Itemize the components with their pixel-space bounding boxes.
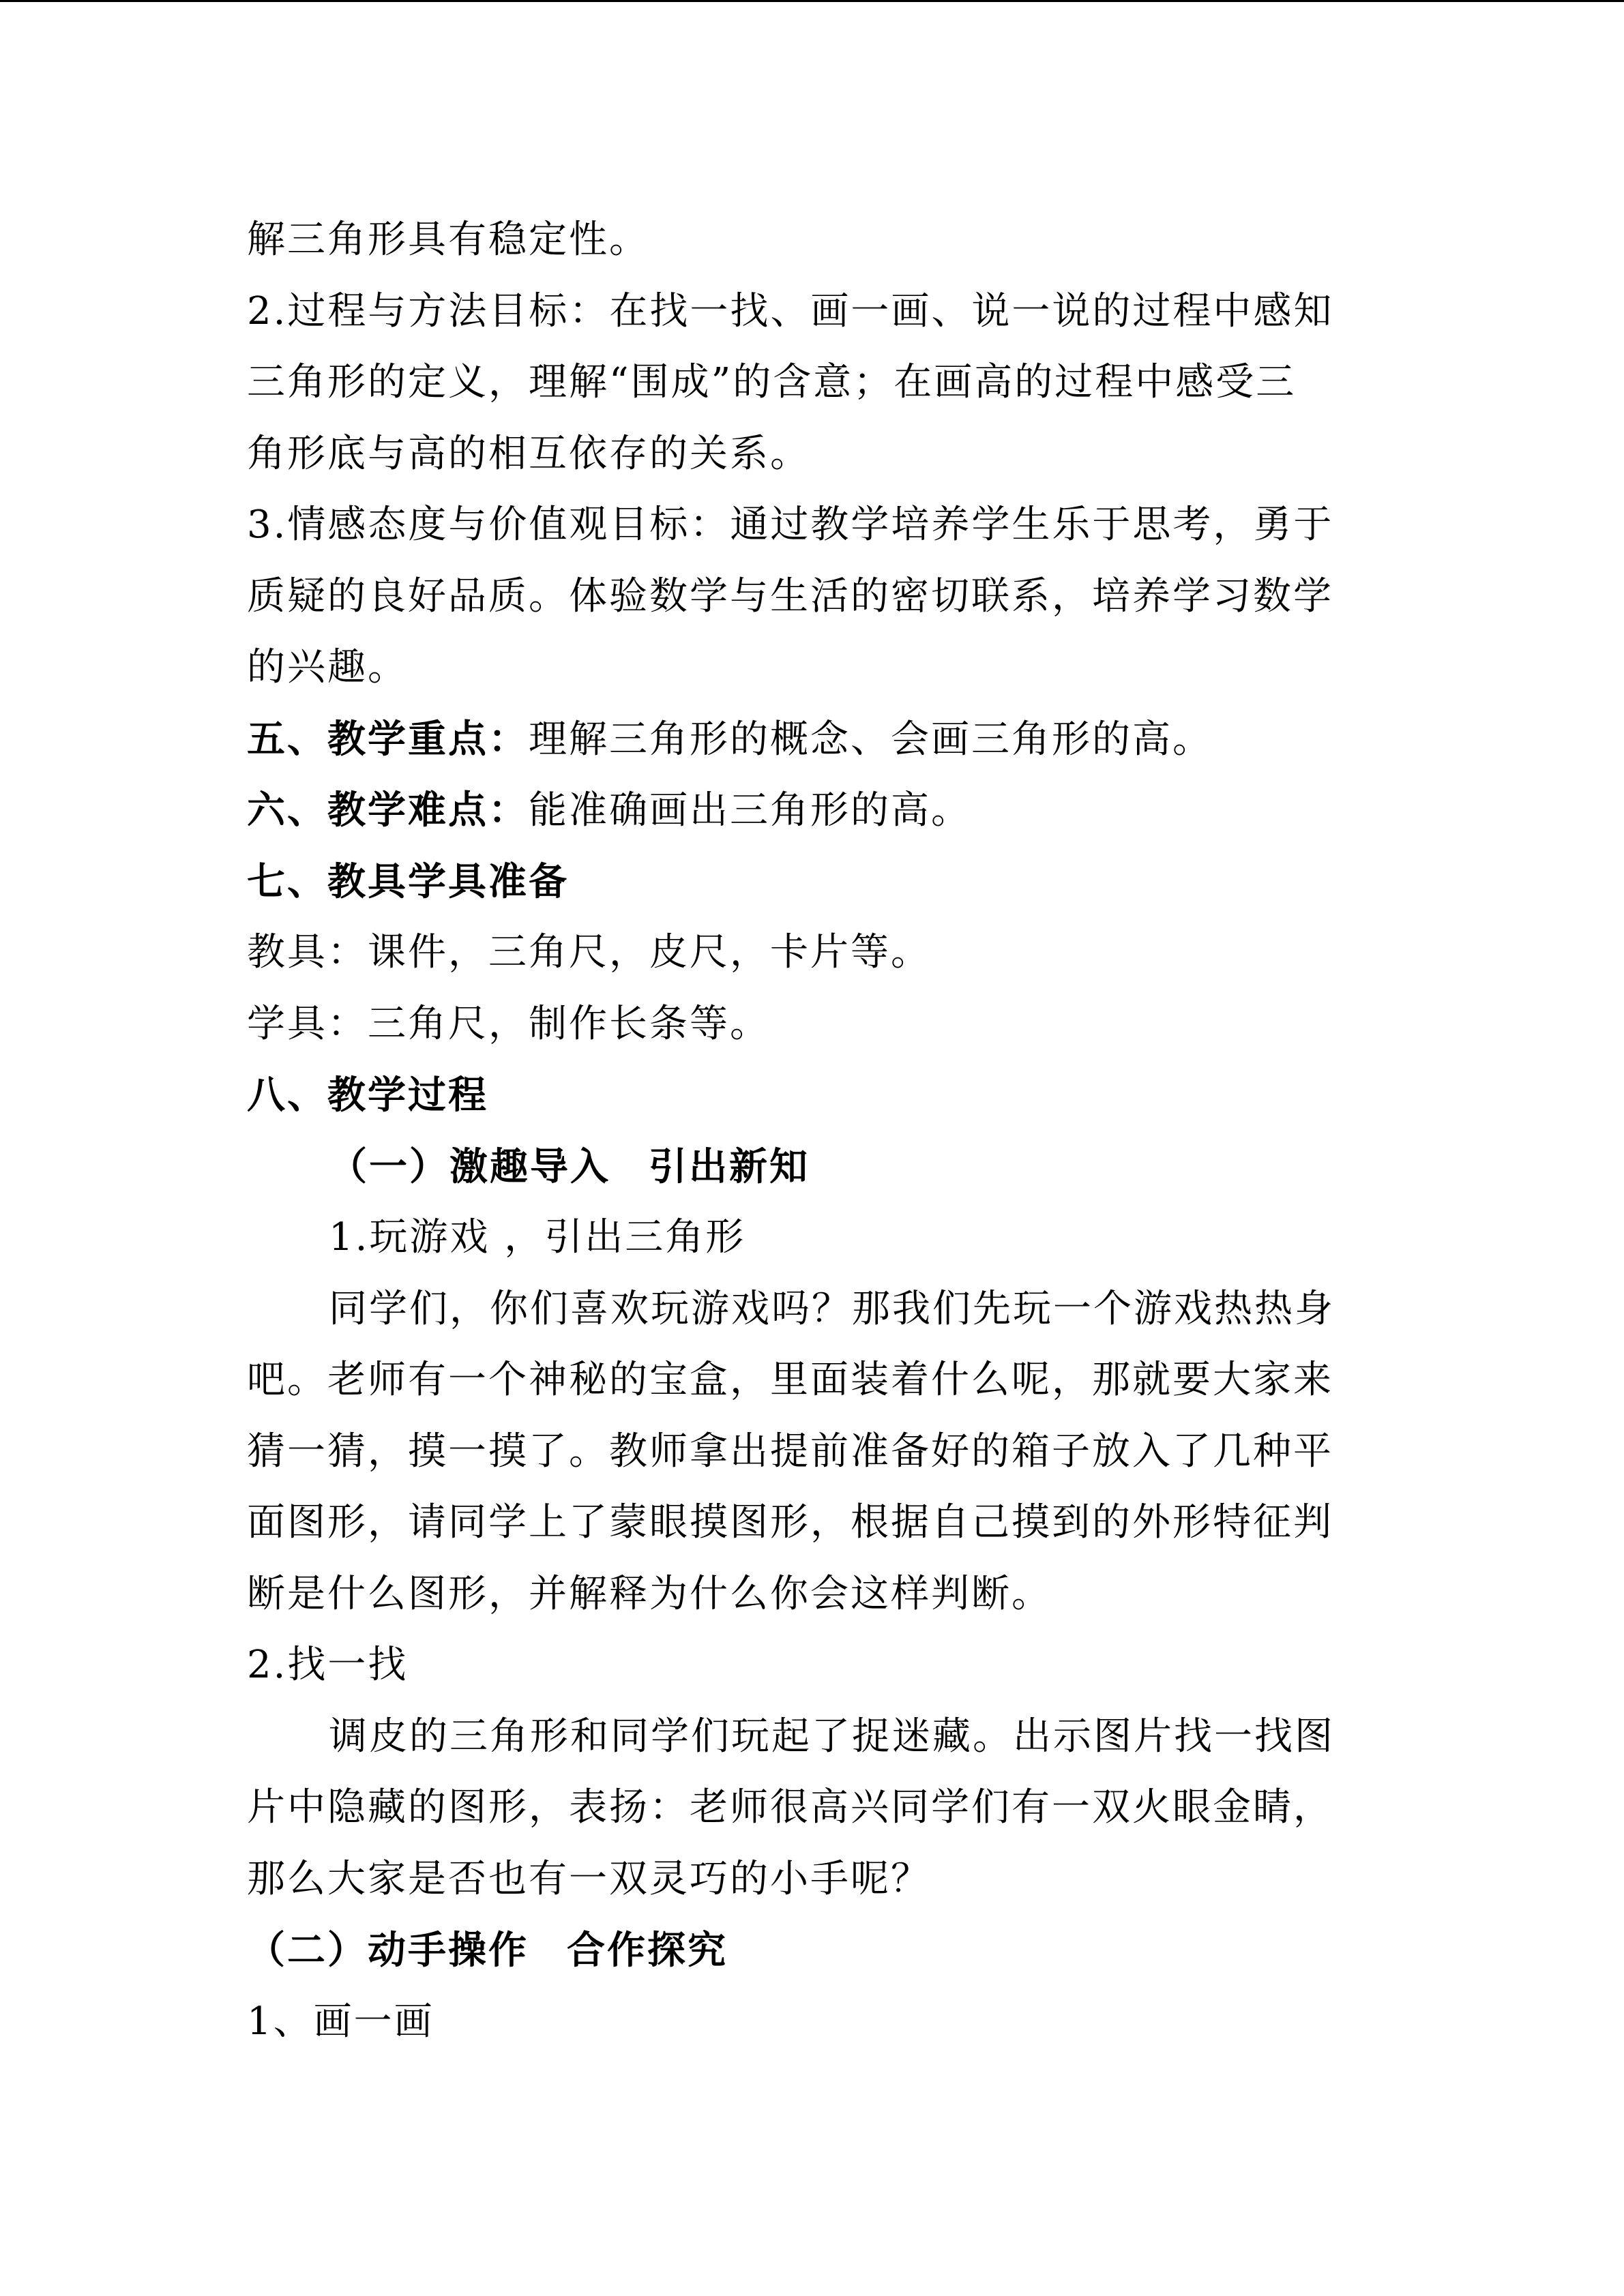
section1-step2: 2.找一找 xyxy=(247,1643,409,1687)
key-points-text: 理解三角形的概念、会画三角形的高。 xyxy=(529,717,1213,762)
student-tools-line: 学具：三角尺，制作长条等。 xyxy=(247,1001,770,1046)
text-line: 3.情感态度与价值观目标：通过教学培养学生乐于思考，勇于 xyxy=(247,503,1334,547)
paragraph-line: 调皮的三角形和同学们玩起了捉迷藏。出示图片找一找图 xyxy=(329,1714,1335,1759)
difficult-points-heading: 六、教学难点： xyxy=(247,788,529,833)
paragraph-line: 断是什么图形，并解释为什么你会这样判断。 xyxy=(247,1571,1052,1616)
text-line: 角形底与高的相互依存的关系。 xyxy=(247,431,810,476)
text-line: 解三角形具有稳定性。 xyxy=(247,218,649,262)
section1-title-part-b: 引出新知 xyxy=(649,1144,810,1189)
section1-step1: 1.玩游戏 ，引出三角形 xyxy=(329,1215,746,1259)
process-heading: 八、教学过程 xyxy=(247,1073,488,1118)
key-points-heading: 五、教学重点： xyxy=(247,716,529,762)
key-points-line xyxy=(247,704,1353,775)
text-line: 2.过程与方法目标：在找一找、画一画、说一说的过程中感知 xyxy=(247,288,1334,333)
tools-heading: 七、教具学具准备 xyxy=(247,859,569,904)
teacher-tools-line: 教具：课件，三角尺，皮尺，卡片等。 xyxy=(247,930,931,974)
section2-title-part-a: （二）动手操作 xyxy=(247,1928,529,1973)
text-line: 三角形的定义，理解“围成”的含意；在画高的过程中感受三 xyxy=(247,360,1297,404)
paragraph-line: 面图形，请同学上了蒙眼摸图形，根据自己摸到的外形特征判 xyxy=(247,1500,1333,1545)
paragraph-line: 那么大家是否也有一双灵巧的小手呢？ xyxy=(247,1856,931,1901)
document-page xyxy=(247,205,1353,2057)
top-border-line xyxy=(0,0,1624,2)
difficult-points-line xyxy=(247,775,1353,846)
difficult-points-text: 能准确画出三角形的高。 xyxy=(529,788,971,833)
paragraph-line: 吧。老师有一个神秘的宝盒，里面装着什么呢，那就要大家来 xyxy=(247,1358,1333,1402)
section2-title xyxy=(247,1915,1353,1986)
section2-title-part-b: 合作探究 xyxy=(567,1928,728,1973)
text-line: 的兴趣。 xyxy=(247,645,408,689)
text-line: 质疑的良好品质。体验数学与生活的密切联系，培养学习数学 xyxy=(247,573,1333,618)
section2-step1: 1、画一画 xyxy=(247,1999,434,2044)
section1-title-part-a: （一）激趣导入 xyxy=(329,1144,610,1189)
paragraph-line: 片中隐藏的图形，表扬：老师很高兴同学们有一双火眼金睛， xyxy=(247,1785,1333,1830)
paragraph-line: 猜一猜，摸一摸了。教师拿出提前准备好的箱子放入了几种平 xyxy=(247,1429,1333,1474)
paragraph-line: 同学们，你们喜欢玩游戏吗？那我们先玩一个游戏热热身 xyxy=(329,1286,1335,1331)
section1-title xyxy=(247,1131,1353,1203)
